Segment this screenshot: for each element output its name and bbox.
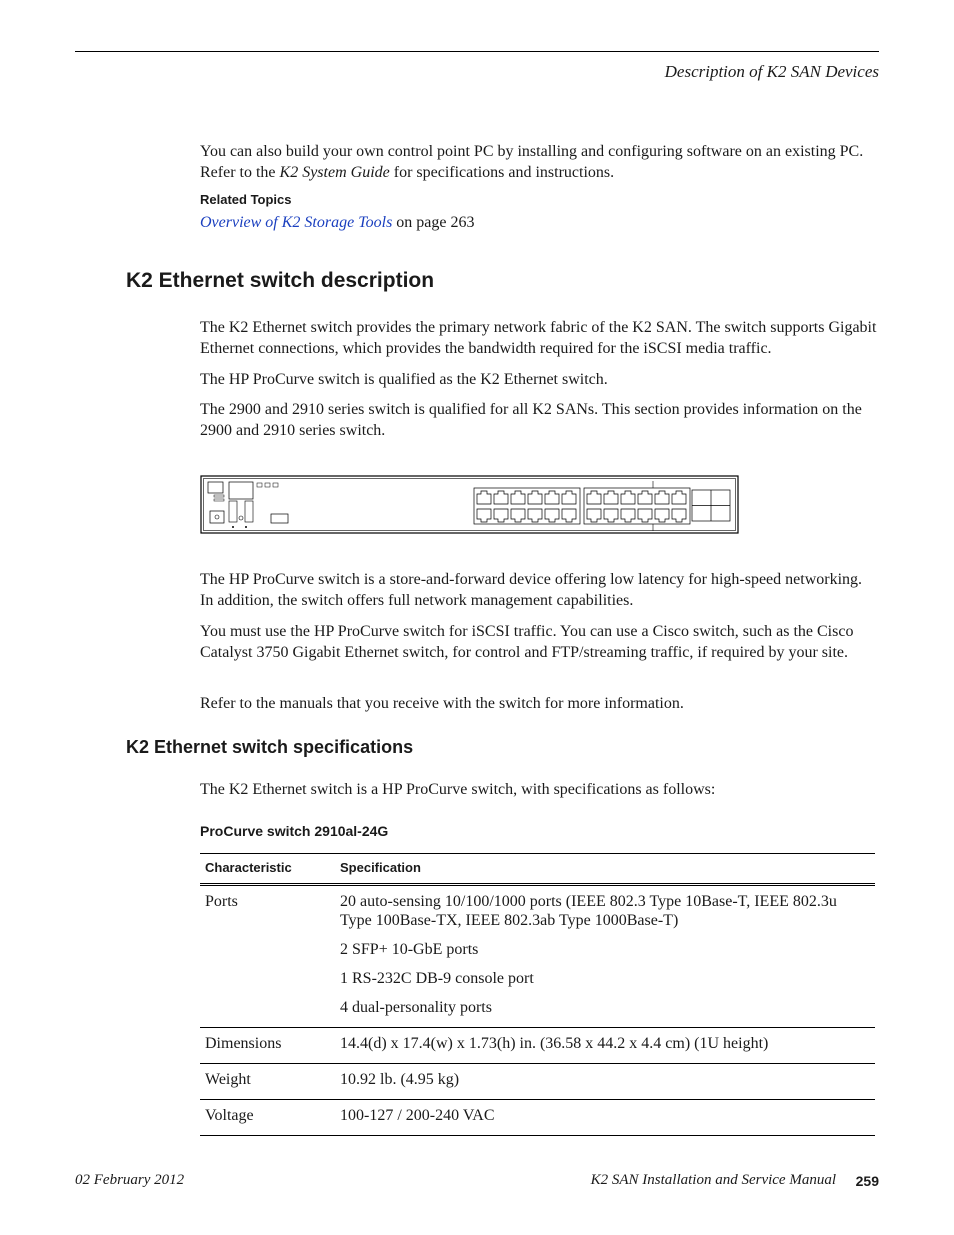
table-row bbox=[200, 1100, 875, 1136]
table-row bbox=[200, 885, 875, 1028]
spec-line: 20 auto-sensing 10/100/1000 ports (IEEE 802.3 Type 10Base-T, IEEE 802.3u Type 100Base-TX, IEEE 802.3ab Type 1000Base-T) bbox=[340, 893, 837, 929]
related-topic-link[interactable]: Overview of K2 Storage Tools bbox=[200, 214, 393, 231]
specification-cell: 10.92 lb. (4.95 kg) bbox=[335, 1064, 875, 1100]
spec-line: 1 RS-232C DB-9 console port bbox=[340, 970, 534, 987]
section-paragraph-5: You must use the HP ProCurve switch for iSCSI traffic. You can use a Cisco switch, such as the Cisco Catalyst 3750 Gigabit Ethernet switch, for control and FTP/streaming traffic, if required by your site. bbox=[200, 623, 854, 661]
section-heading: K2 Ethernet switch description bbox=[126, 269, 435, 292]
intro-paragraph: You can also build your own control point PC by installing and configuring software on an existing PC. Refer to the K2 System Guide for specifications and instructions. bbox=[200, 143, 864, 181]
header-rule bbox=[75, 51, 879, 52]
specification-cell bbox=[335, 885, 875, 1028]
guide-title: K2 System Guide bbox=[279, 164, 390, 181]
switch-front-panel-figure bbox=[200, 475, 740, 540]
column-header-specification: Specification bbox=[335, 854, 875, 885]
footer-date: 02 February 2012 bbox=[75, 1172, 185, 1188]
spec-line: 2 SFP+ 10-GbE ports bbox=[340, 941, 479, 958]
table-row bbox=[200, 1064, 875, 1100]
section-paragraph-4: The HP ProCurve switch is a store-and-forward device offering low latency for high-speed networking. In addition, the switch offers full network management capabilities. bbox=[200, 571, 863, 609]
specification-cell: 100-127 / 200-240 VAC bbox=[335, 1100, 875, 1136]
running-header: Description of K2 SAN Devices bbox=[664, 62, 879, 81]
characteristic-cell: Voltage bbox=[200, 1100, 335, 1136]
characteristic-cell: Ports bbox=[200, 885, 335, 1028]
characteristic-cell: Weight bbox=[200, 1064, 335, 1100]
characteristic-cell: Dimensions bbox=[200, 1028, 335, 1064]
footer-manual-title: K2 SAN Installation and Service Manual bbox=[590, 1172, 836, 1188]
related-topics-heading: Related Topics bbox=[200, 192, 292, 207]
spec-line: 4 dual-personality ports bbox=[340, 999, 492, 1016]
column-header-characteristic: Characteristic bbox=[200, 854, 335, 885]
table-row bbox=[200, 1028, 875, 1064]
table-header-row bbox=[200, 854, 875, 885]
spec-table bbox=[200, 853, 875, 1136]
section-paragraph-3: The 2900 and 2910 series switch is qualified for all K2 SANs. This section provides information on the 2900 and 2910 series switch. bbox=[200, 401, 862, 439]
table-caption: ProCurve switch 2910al-24G bbox=[200, 823, 389, 839]
section-paragraph-1: The K2 Ethernet switch provides the primary network fabric of the K2 SAN. The switch supports Gigabit Ethernet connections, which provides the bandwidth required for the iSCSI media traffic. bbox=[200, 319, 877, 357]
switch-front-panel-drawing bbox=[200, 475, 740, 535]
subsection-heading: K2 Ethernet switch specifications bbox=[126, 737, 414, 757]
subsection-intro: The K2 Ethernet switch is a HP ProCurve switch, with specifications as follows: bbox=[200, 781, 716, 798]
specification-cell: 14.4(d) x 17.4(w) x 1.73(h) in. (36.58 x 44.2 x 4.4 cm) (1U height) bbox=[335, 1028, 875, 1064]
section-paragraph-6: Refer to the manuals that you receive with the switch for more information. bbox=[200, 695, 684, 712]
related-topic-entry: Overview of K2 Storage Tools on page 263 bbox=[200, 214, 475, 231]
page-number: 259 bbox=[855, 1173, 879, 1189]
section-paragraph-2: The HP ProCurve switch is qualified as the K2 Ethernet switch. bbox=[200, 371, 608, 388]
